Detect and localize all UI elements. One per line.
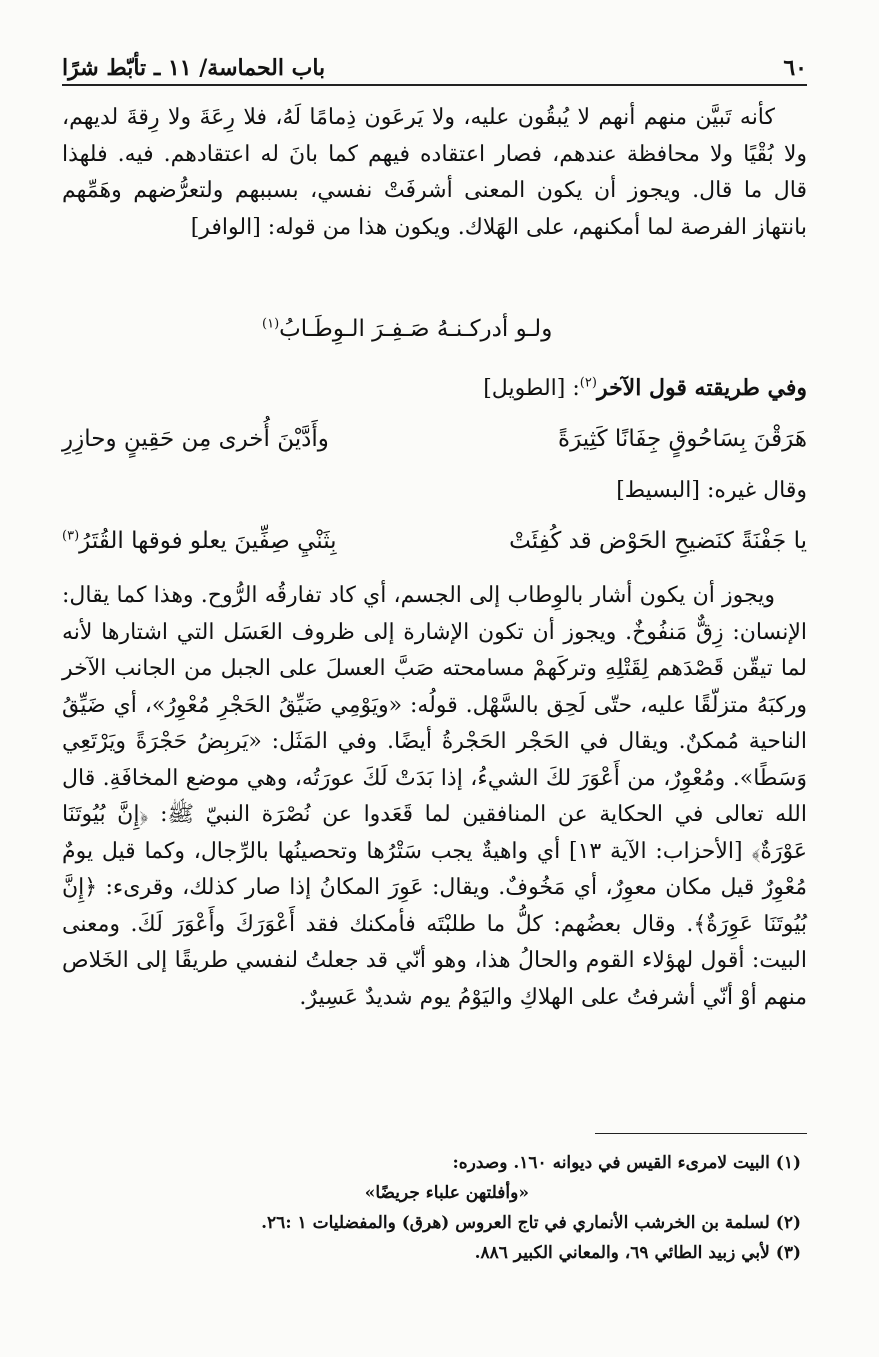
intro-verse-2-text: وفي طريقته قول الآخر bbox=[596, 375, 807, 401]
intro-verse-3: وقال غيره: [البسيط] bbox=[616, 478, 807, 503]
verse-2 bbox=[62, 421, 807, 457]
header-rule bbox=[62, 84, 807, 86]
meter-tawil: : [الطويل] bbox=[483, 376, 580, 401]
footnote-ref-2: (٢) bbox=[579, 375, 597, 391]
footnote-1-verse: «وأفلتهن علباء جريضًا» bbox=[364, 1183, 529, 1203]
footnote-1: (١) البيت لامرىء القيس في ديوانه ١٦٠. وصدره: bbox=[452, 1153, 801, 1173]
page-header bbox=[62, 52, 807, 84]
footnote-rule bbox=[595, 1133, 807, 1134]
verse-1-text: ولـو أدركـنـهُ صَـفِـرَ الـوِطَـابُ bbox=[279, 316, 553, 342]
footnote-ref-1: (١) bbox=[262, 316, 280, 332]
intro-verse-2 bbox=[483, 371, 807, 406]
verse-3-hemistich-2-wrap bbox=[62, 523, 337, 559]
paragraph-2: ويجوز أن يكون أشار بالوِطاب إلى الجسم، أي كاد تفارقُه الرُّوح. وهذا كما يقال: الإنسان: زِقٌّ مَنفُوخٌ. ويجوز أن تكون الإشارة إلى ظروف العَسَل التي اشتارها لأنه لما تيقّن قَصْدَهم لِقَتْلِهِ وتركَهمْ مسامحته صَبَّ العسلَ على الجبل من الجانب الآخر وركبَهُ متزلّقًا عليه، حتّى لَحِق بالسَّهْل. قولُه: «ويَوْمِي ضَيِّقُ الحَجْرِ مُعْوِرُ»، أي ضَيِّقُ الناحية مُمكنٌ. ويقال في الحَجْر الحَجْرةُ أيضًا. وفي المَثَل: «يَربِضُ حَجْرَةً ويَرْتَعِي وَسَطًا». ومُعْوِرٌ، من أَعْوَرَ لكَ الشيءُ، إذا بَدَتْ لَكَ عورَتُه، وهي موضع المخافَةِ. قال الله تعالى في الحكاية عن المنافقين لما قَعَدوا عن نُصْرَة النبيّ ﷺ: ﴿إِنَّ بُيُوتَنَا عَوْرَةٌ﴾ [الأحزاب: الآية ١٣] أي واهيةٌ يجب سَتْرُها وتحصينُها بالرِّجال، وكما قيل يومٌ مُعْوِرٌ قيل مكان معوِرٌ، أي مَخُوفٌ. ويقال: عَوِرَ المكانُ إذا صار كذلك، وقرىء: ﴿إِنَّ بُيُوتَنَا عَوِرَةٌ﴾. وقال بعضُهم: كلُّ ما طلبْتَه فأمكنك فقد أَعْوَرَكَ وأَعْوَرَ لَكَ. ومعنى البيت: أقول لهؤلاء القوم والحالُ هذا، وهو أنّي قد جعلتُ لنفسي طريقًا إلى الخَلاص منهم أوْ أنّي أشرفتُ على الهلاكِ واليَوْمُ يوم شديدٌ عَسِيرٌ. bbox=[62, 583, 808, 1010]
footnote-3: (٣) لأبي زبيد الطائي ٦٩، والمعاني الكبير ٨٨٦. bbox=[474, 1243, 801, 1263]
verse-2-hemistich-2: وأَدَّيْنَ أُخرى مِن حَقِينٍ وحازِرِ bbox=[62, 426, 329, 452]
verse-3-hemistich-1: يا جَفْنَةً كنَضيحِ الحَوْض قد كُفِئَتْ bbox=[509, 528, 807, 554]
verse-3 bbox=[62, 523, 807, 559]
verse-1 bbox=[262, 312, 552, 346]
footnote-ref-3: (٣) bbox=[62, 528, 80, 544]
paragraph-1: كأنه تَبيَّن منهم أنهم لا يُبقُون عليه، ولا يَرعَون ذِمامًا لَهُ، فلا رِعَةَ ولا رِقةَ لديهم، ولا بُقْيًا ولا محافظة عندهم، فصار اعتقاده فيهم كما بانَ له اعتقادهم. فيه. فلهذا قال ما قال. ويجوز أن يكون المعنى أشرفَتْ نفسي، بسببهم ولتعرُّضهم وهَمِّهم بانتهاز الفرصة لما أمكنهم، على الهَلاك. ويكون هذا من قوله: [الوافر] bbox=[62, 105, 807, 240]
page-number: ٦٠ bbox=[783, 55, 807, 81]
footnote-2: (٢) لسلمة بن الخرشب الأنماري في تاج العروس (هرق) والمفضليات ١ :٢٦. bbox=[261, 1213, 801, 1233]
running-title: باب الحماسة/ ١١ ـ تأبّط شرًا bbox=[62, 55, 326, 81]
verse-3-hemistich-2: بِثَنْيِ صِفِّينَ يعلو فوقها القُتَرُ bbox=[79, 528, 337, 554]
verse-2-hemistich-1: هَرَقْنَ بِسَاحُوقٍ جِفَانًا كَثِيرَةً bbox=[558, 426, 807, 452]
